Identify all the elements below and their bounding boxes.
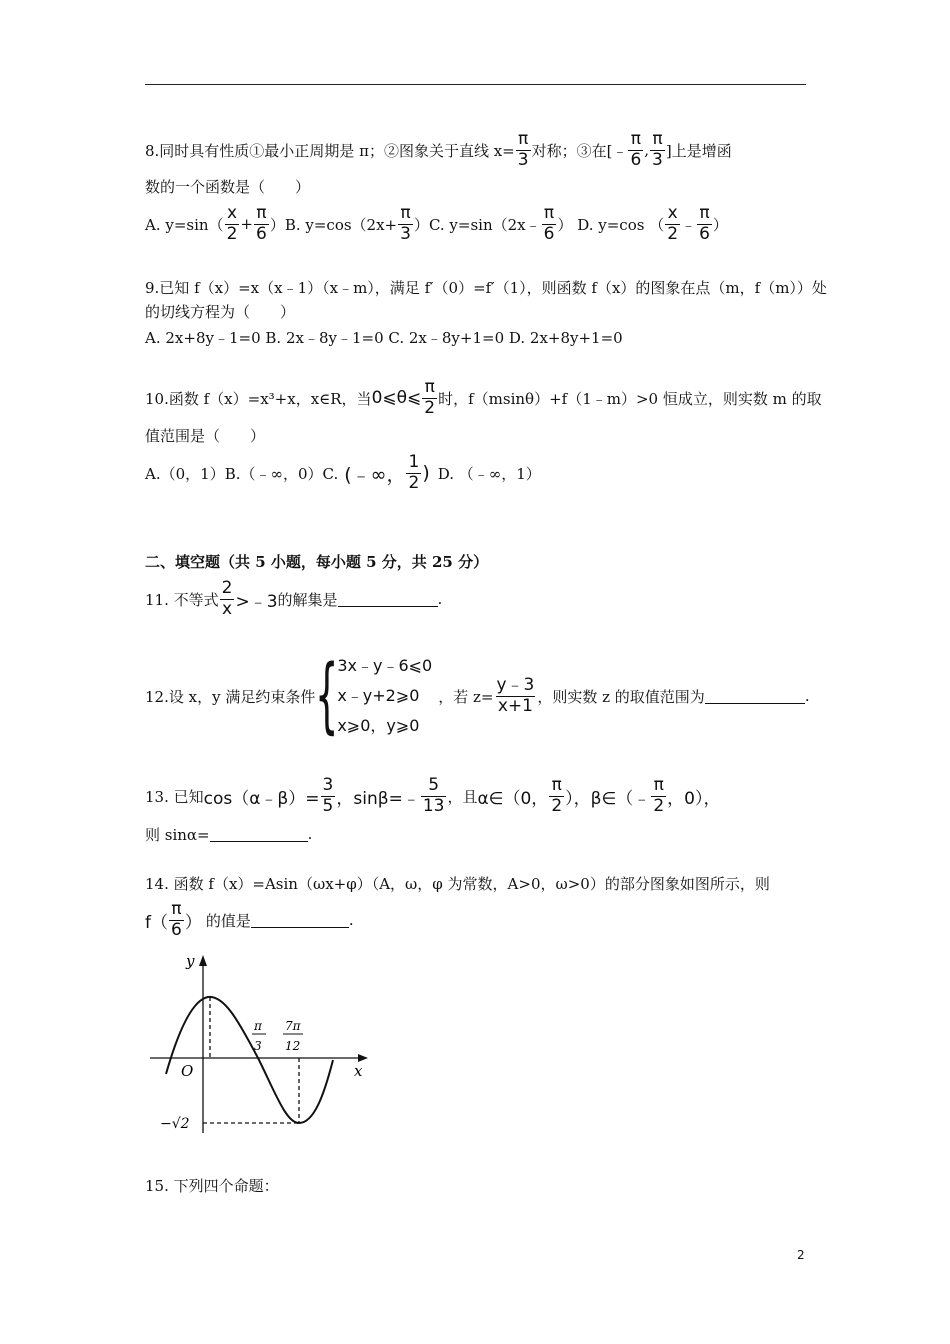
q13-line1: 13. 已知 cos（α﹣β）= $\frac{3}{5}$ ，sinβ=﹣ $\frac{5}{13}$ ，且 α∈（0， $\frac{\pi}{2}$ ），β∈（﹣ $\frac{\pi}{2}$ ，0）， bbox=[145, 774, 721, 816]
tick-pi3-den: 3 bbox=[254, 1039, 262, 1053]
q15-line1: 15. 下列四个命题： bbox=[145, 1177, 279, 1195]
q11: 11. 不等式 $\frac{2}{x}$ >﹣3 的解集是 . bbox=[145, 577, 443, 619]
page-number: 2 bbox=[797, 1248, 805, 1262]
q10-options: A.（0，1）B.（﹣∞，0）C. (﹣∞， $\frac{1}{2}$ ) D. （﹣∞，1） bbox=[145, 451, 541, 493]
y-axis-arrow bbox=[199, 955, 207, 966]
section2-heading: 二、填空题（共 5 小题，每小题 5 分，共 25 分） bbox=[145, 553, 489, 571]
q14-line1: 14. 函数 f（x）=Asin（ωx+φ）（A，ω，φ 为常数，A>0，ω>0）的部分图象如图所示，则 bbox=[145, 875, 770, 893]
frac-pi-3b: $\frac{\pi}{3}$ bbox=[652, 128, 663, 170]
q13-answer-blank bbox=[210, 827, 308, 842]
frac-pi-3: $\frac{\pi}{3}$ bbox=[517, 128, 529, 170]
q12: 12.设 x，y 满足约束条件 { 3x﹣y﹣6⩽0 x﹣y+2⩾0 x⩾0，y⩾0 ，若 z= $\frac{y﹣3}{x+1}$ ，则实数 z 的取值范围为 . bbox=[145, 648, 810, 743]
q11-answer-blank bbox=[338, 592, 438, 607]
q8-line1: 8.同时具有性质①最小正周期是 π；②图象关于直线 x= $\frac{\pi}{3}$ 对称；③在[﹣ $\frac{\pi}{6}$ , $\frac{\pi}{3}$ ]上是增函 bbox=[145, 128, 732, 170]
q14-answer-blank bbox=[251, 913, 349, 928]
x-label: x bbox=[354, 1062, 363, 1080]
header-rule bbox=[145, 84, 806, 85]
system-brace: { bbox=[315, 648, 339, 743]
q9-options: A. 2x+8y﹣1=0 B. 2x﹣8y﹣1=0 C. 2x﹣8y+1=0 D. 2x+8y+1=0 bbox=[145, 329, 623, 347]
frac-pi-6: $\frac{\pi}{6}$ bbox=[630, 128, 642, 170]
q9-line2: 的切线方程为（ ） bbox=[145, 303, 296, 321]
tick-pi3-num: π bbox=[254, 1019, 262, 1033]
y-label: y bbox=[186, 952, 195, 970]
q10-line2: 值范围是（ ） bbox=[145, 427, 266, 445]
q8-options: A. y=sin（ $\frac{x}{2}$ + $\frac{\pi}{6}$ ）B. y=cos（2x+ $\frac{\pi}{3}$ ）C. y=sin（2x﹣ $\frac{\pi}{6}$ ） D. y=cos （ $\frac{x}{2}$ ﹣ $\frac{\pi}{6}$ ） bbox=[145, 202, 728, 244]
x-axis-arrow bbox=[358, 1054, 368, 1062]
tick-7pi12-num: 7π bbox=[285, 1019, 301, 1033]
sine-curve bbox=[166, 997, 333, 1123]
origin-label: O bbox=[181, 1062, 194, 1080]
ymin-label: −√2 bbox=[160, 1116, 190, 1132]
constraint-system: 3x﹣y﹣6⩽0 x﹣y+2⩾0 x⩾0，y⩾0 bbox=[337, 656, 433, 735]
q10-line1: 10.函数 f（x）=x³+x，x∈R，当 0⩽θ⩽ $\frac{\pi}{2}$ 时，f（msinθ）+f（1﹣m）>0 恒成立，则实数 m 的取 bbox=[145, 376, 822, 418]
q14-line2: f（ $\frac{\pi}{6}$ ） 的值是 . bbox=[145, 898, 354, 940]
q14-sine-graph bbox=[150, 948, 380, 1143]
q12-answer-blank bbox=[705, 689, 805, 704]
q8-line2: 数的一个函数是（ ） bbox=[145, 178, 311, 196]
q9-line1: 9.已知 f（x）=x（x﹣1）（x﹣m），满足 f′（0）=f′（1），则函数 f（x）的图象在点（m，f（m））处 bbox=[145, 279, 827, 297]
tick-7pi12-den: 12 bbox=[285, 1039, 301, 1053]
q13-line2: 则 sinα= . bbox=[145, 825, 313, 844]
